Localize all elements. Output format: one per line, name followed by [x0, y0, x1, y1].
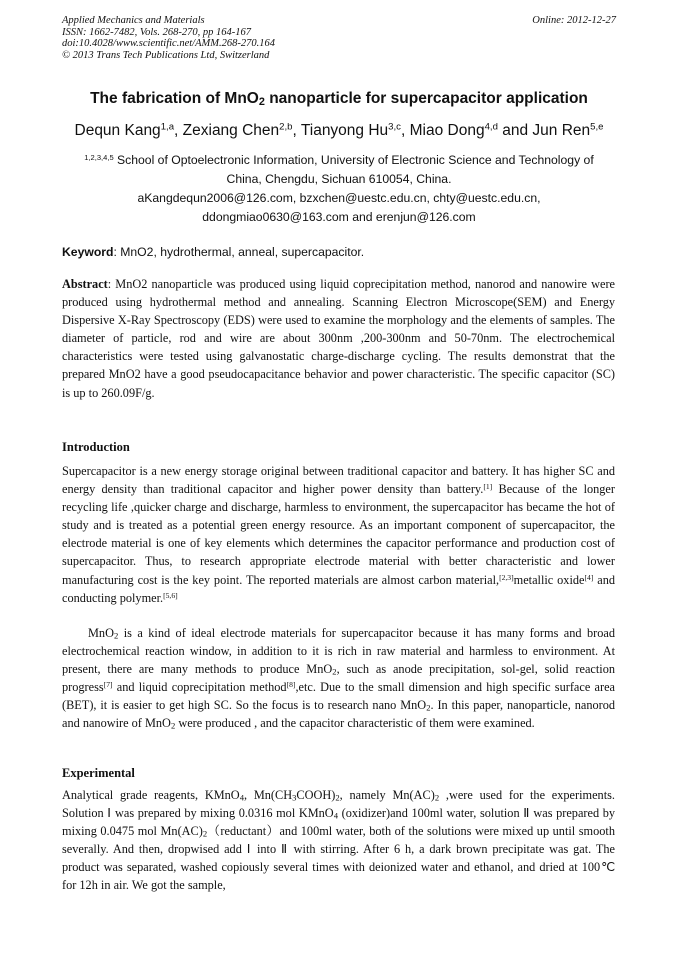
subscript: 4 — [239, 792, 244, 803]
text-run: (oxidizer)and 100ml water, solution Ⅱ was prepared by mixing 0.0475 mol Mn(AC) — [62, 806, 615, 839]
author-affil-mark: 3,c — [388, 121, 401, 133]
abstract-text: : MnO2 nanoparticle was produced using liquid coprecipitation method, nanorod and nanowire were produced using hydrothermal method and annealing. Scanning Electron Microscope(SEM) and Energy Dispersive X-Ray Spectroscopy (EDS) were used to examine the morphology and the elements of samples. The diameter of particle, rod and wire are about 300nm ,200-300nm and 50-70nm. The electrochemical characteristics were tested using galvanostatic charge-discharge cycling. The results demonstrat that the prepared MnO2 have a good pseudocapacitance behavior and power characteristic. The specific capacitor (SC) is up to 260.09F/g. — [62, 277, 615, 400]
subscript: 3 — [292, 792, 297, 803]
subscript: 2 — [332, 666, 337, 677]
abstract — [62, 275, 615, 402]
subscript: 2 — [170, 721, 176, 732]
journal-name: Applied Mechanics and Materials — [62, 15, 205, 26]
author-name: Dequn Kang — [74, 122, 161, 139]
author-list — [0, 122, 678, 140]
text-run: , namely Mn(AC) — [339, 788, 435, 802]
paper-title — [0, 90, 678, 108]
text-run: were produced , and the capacitor characteristic of them were examined. — [175, 716, 535, 731]
author-name: Miao Dong — [409, 122, 485, 139]
author-name: Jun Ren — [532, 122, 591, 139]
experimental-paragraph-1 — [62, 786, 615, 895]
author-separator: and — [497, 122, 533, 139]
subscript: 2 — [335, 792, 340, 803]
text-run: Supercapacitor is a new energy storage original between traditional capacitor and battery. It has higher SC and energy density than traditional capacitor and higher power density than battery. — [62, 464, 615, 497]
keywords — [62, 245, 616, 259]
text-run: . In this paper, nanoparticle, nanorod and nanowire of MnO — [62, 698, 616, 731]
title-text-end: nanoparticle for supercapacitor application — [264, 90, 588, 107]
text-run: Analytical grade reagents, KMnO — [62, 788, 240, 802]
email-line: aKangdequn2006@126.com, bzxchen@uestc.edu.cn, chty@uestc.edu.cn, — [137, 191, 541, 205]
text-run: and liquid coprecipitation method — [112, 680, 287, 695]
text-run: ,were used for the experiments. Solution Ⅰ was prepared by mixing 0.0316 mol KMnO — [62, 788, 615, 821]
subscript: 2 — [202, 828, 208, 839]
text-run: ,etc. Due to the small dimension and high specific surface area (BET), it is easier to get high SC. So the focus is to research nano MnO — [62, 680, 615, 713]
affiliation-line — [0, 151, 678, 170]
text-run: metallic oxide — [513, 572, 585, 587]
affiliation-block — [0, 151, 678, 227]
introduction-heading: Introduction — [62, 440, 130, 454]
text-run: （reductant）and 100ml water, both of the solutions were mixed up until smooth severally. And then, dropwised add Ⅰ into Ⅱ with stirring. After 6 h, a dark brown precipitate was gat. The product was separated, washed copiously several times with deionized water and ethanol, and dried at 100℃ for 12h in air. We got the sample, — [62, 824, 615, 893]
introduction-paragraph-2 — [62, 624, 615, 733]
citation: [7] — [103, 680, 113, 690]
introduction-paragraph-1 — [62, 462, 615, 607]
text-run: , Mn(CH — [244, 788, 293, 802]
doi-line: doi:10.4028/www.scientific.net/AMM.268-270.164 — [62, 38, 275, 50]
online-date: Online: 2012-12-27 — [532, 15, 616, 26]
author-separator: , — [400, 122, 410, 139]
citation: [2,3] — [499, 572, 514, 582]
journal-header — [62, 15, 275, 61]
text-run: and conducting polymer. — [62, 572, 616, 605]
title-subscript: 2 — [258, 96, 265, 109]
text-run: COOH) — [296, 788, 336, 802]
abstract-label: Abstract — [62, 277, 108, 291]
author-affil-mark: 1,a — [160, 121, 175, 133]
author-separator: , — [174, 122, 183, 139]
text-run: is a kind of ideal electrode materials for supercapacitor because it has many forms and broad electrochemical reaction window, in addition to it is rich in raw material and harmless to environment. At present, there are many methods to produce MnO — [62, 626, 615, 677]
affiliation-mark: 1,2,3,4,5 — [84, 152, 114, 162]
email-line-2: ddongmiao0630@163.com and erenjun@126.com — [202, 210, 476, 224]
subscript: 2 — [113, 630, 119, 641]
text-run: , such as anode precipitation, sol-gel, solid reaction progress — [62, 662, 616, 695]
keyword-label: Keyword — [62, 245, 114, 259]
title-text: The fabrication of MnO — [90, 90, 259, 107]
author-name: Zexiang Chen — [182, 122, 280, 139]
citation: [5,6] — [163, 590, 178, 600]
subscript: 2 — [434, 792, 440, 803]
author-affil-mark: 5,e — [590, 121, 604, 133]
issn-line: ISSN: 1662-7482, Vols. 268-270, pp 164-167 — [62, 26, 251, 38]
subscript: 4 — [333, 810, 339, 821]
author-affil-mark: 4,d — [484, 121, 498, 133]
text-run: MnO — [88, 626, 114, 640]
copyright-line: © 2013 Trans Tech Publications Ltd, Switzerland — [62, 49, 270, 61]
author-separator: , — [292, 122, 301, 139]
affiliation-text: School of Optoelectronic Information, University of Electronic Science and Technology of — [113, 153, 594, 167]
experimental-heading: Experimental — [62, 766, 135, 780]
author-name: Tianyong Hu — [300, 122, 389, 139]
subscript: 2 — [426, 703, 431, 714]
citation: [8] — [286, 680, 296, 690]
citation: [1] — [483, 481, 493, 491]
affiliation-line-2: China, Chengdu, Sichuan 610054, China. — [226, 172, 452, 186]
keyword-text: : MnO2, hydrothermal, anneal, supercapacitor. — [113, 245, 365, 259]
text-run: Because of the longer recycling life ,quicker charge and discharge, harmless to environment, the supercapacitor has became the hot of study and is treated as a potential green energy resource. As an important component of supercapacitor, the electrode material is one of key elements which determines the capacitor performance and production cost of supercapacitor. Thus, to research appropriate electrode material with better characteristic and lower manufacturing cost is the key point. The reported materials are almost carbon material, — [62, 482, 615, 587]
author-affil-mark: 2,b — [279, 121, 293, 133]
citation: [4] — [584, 572, 594, 582]
